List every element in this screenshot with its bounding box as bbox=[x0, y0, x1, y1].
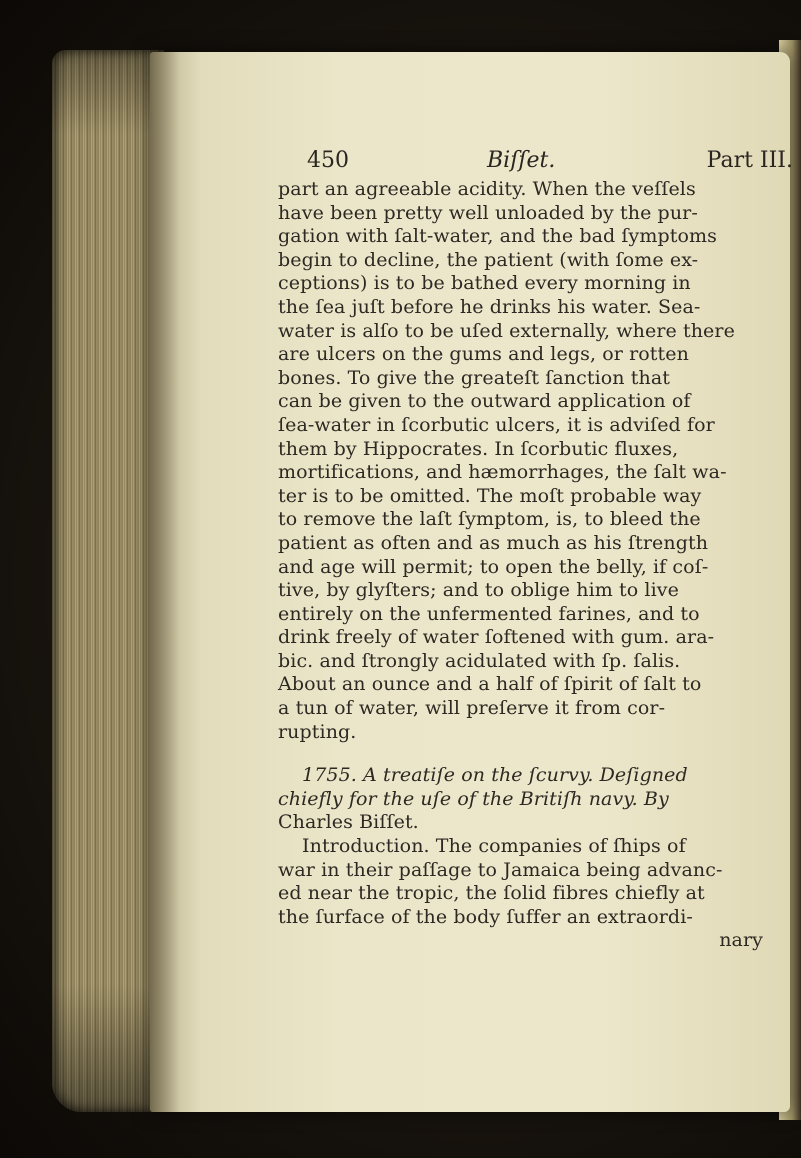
text-line: entirely on the unfermented farines, and to bbox=[278, 602, 700, 625]
text-line: have been pretty well unloaded by the pur- bbox=[278, 201, 698, 224]
text-line: and age will permit; to open the belly, if coſ- bbox=[278, 555, 709, 578]
text-line: ter is to be omitted. The moſt probable way bbox=[278, 484, 702, 507]
text-line: to remove the laſt ſymptom, is, to bleed the bbox=[278, 508, 701, 531]
text-line: tive, by glyſters; and to oblige him to live bbox=[278, 579, 679, 602]
part-label: Part III. bbox=[706, 148, 793, 173]
section-gap bbox=[278, 744, 798, 764]
body-text bbox=[278, 178, 798, 953]
text-line: can be given to the outward application of bbox=[278, 390, 691, 413]
text-line: are ulcers on the gums and legs, or rotten bbox=[278, 343, 689, 366]
running-head: Biſſet. bbox=[487, 148, 556, 173]
entry-line: Charles Biſſet. bbox=[278, 811, 419, 834]
catchword: nary bbox=[719, 929, 763, 952]
page-header bbox=[307, 148, 793, 182]
intro-line: Introduction. The companies of ſhips of bbox=[302, 835, 686, 858]
intro-line: war in their paſſage to Jamaica being advanc- bbox=[278, 858, 723, 881]
text-line: ſea-water in ſcorbutic ulcers, it is adviſed for bbox=[278, 413, 715, 436]
text-line: part an agreeable acidity. When the veſſels bbox=[278, 178, 696, 200]
intro-line: ed near the tropic, the ſolid fibres chiefly at bbox=[278, 882, 705, 905]
text-line: water is alſo to be uſed externally, where there bbox=[278, 319, 735, 342]
text-line: the ſea juſt before he drinks his water. Sea- bbox=[278, 295, 701, 318]
book-page-edges bbox=[52, 50, 164, 1112]
entry-line: 1755. A treatiſe on the ſcurvy. Deſigned bbox=[302, 764, 688, 787]
intro-line: the ſurface of the body ſuffer an extraordi- bbox=[278, 905, 693, 928]
text-line: ceptions) is to be bathed every morning in bbox=[278, 272, 691, 295]
entry-line: chiefly for the uſe of the Britiſh navy. By bbox=[278, 787, 669, 810]
text-line: a tun of water, will preſerve it from cor- bbox=[278, 697, 666, 720]
text-line: gation with ſalt-water, and the bad ſymptoms bbox=[278, 225, 718, 248]
text-line: mortifications, and hæmorrhages, the ſalt wa- bbox=[278, 461, 727, 484]
page-number: 450 bbox=[307, 148, 349, 173]
text-line: patient as often and as much as his ſtrength bbox=[278, 531, 709, 554]
text-line: begin to decline, the patient (with ſome ex- bbox=[278, 248, 699, 271]
text-line: About an ounce and a half of ſpirit of ſalt to bbox=[278, 673, 702, 696]
text-line: them by Hippocrates. In ſcorbutic fluxes, bbox=[278, 437, 679, 460]
text-line: rupting. bbox=[278, 720, 357, 743]
text-line: bones. To give the greateſt ſanction that bbox=[278, 366, 671, 389]
text-line: drink freely of water ſoftened with gum. ara- bbox=[278, 626, 715, 649]
text-line: bic. and ſtrongly acidulated with ſp. ſalis. bbox=[278, 649, 681, 672]
